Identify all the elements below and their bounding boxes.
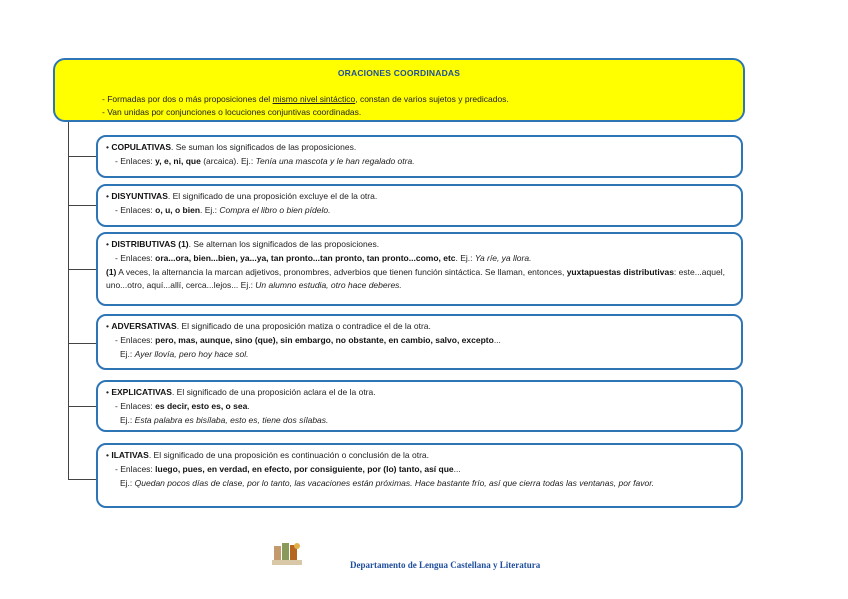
adversativas-desc: . El significado de una proposición matiza o contradice el de la otra.: [176, 321, 431, 331]
distributivas-enlaces: ora...ora, bien...bien, ya...ya, tan pronto...tan pronto, tan pronto...como, etc: [155, 253, 456, 263]
disyuntivas-enlaces-line: [115, 204, 330, 217]
header-box: [53, 58, 745, 122]
distributivas-note-example: Un alumno estudia, otro hace deberes.: [255, 280, 402, 290]
branch-ilativas: [68, 479, 96, 480]
copulativas-name: COPULATIVAS: [111, 142, 172, 152]
ilativas-title-line: [106, 449, 429, 462]
page-title: ORACIONES COORDINADAS: [337, 68, 461, 78]
disyuntivas-desc: . El significado de una proposición excluye el de la otra.: [167, 191, 378, 201]
disyuntivas-example: Compra el libro o bien pídelo.: [219, 205, 331, 215]
section-ilativas: [96, 443, 743, 508]
ilativas-example: Quedan pocos días de clase, por lo tanto, las vacaciones están próximas. Hace bastante frío, así que cierra todas las ventanas, por favor.: [134, 478, 655, 488]
header-line-1-pre: - Formadas por dos o más proposiciones del: [102, 94, 273, 104]
distributivas-bullet: •: [106, 239, 112, 249]
ilativas-enlaces: luego, pues, en verdad, en efecto, por consiguiente, por (lo) tanto, así que: [155, 464, 454, 474]
explicativas-title-line: [106, 386, 376, 399]
disyuntivas-enlaces-label: - Enlaces:: [115, 205, 156, 215]
header-line-1-post: , constan de varios sujetos y predicados.: [355, 94, 509, 104]
branch-disyuntivas: [68, 205, 96, 206]
section-disyuntivas: [96, 184, 743, 227]
explicativas-ej-label: Ej.:: [120, 415, 135, 425]
copulativas-example: Tenía una mascota y le han regalado otra.: [255, 156, 415, 166]
copulativas-enlaces-line: [115, 155, 415, 168]
distributivas-note-number: (1): [106, 267, 117, 277]
branch-adversativas: [68, 343, 96, 344]
adversativas-bullet: •: [106, 321, 112, 331]
adversativas-enlaces-line: [115, 334, 501, 347]
copulativas-bullet: •: [106, 142, 112, 152]
adversativas-ej-label: Ej.:: [120, 349, 135, 359]
distributivas-enlaces-post: . Ej.:: [455, 253, 475, 263]
ilativas-example-line: [106, 477, 734, 490]
copulativas-title-line: [106, 141, 356, 154]
explicativas-enlaces-label: - Enlaces:: [115, 401, 156, 411]
distributivas-enlaces-label: - Enlaces:: [115, 253, 156, 263]
distributivas-note-text: A veces, la alternancia la marcan adjetivos, pronombres, adverbios que tienen función sintáctica. Se llaman, entonces,: [116, 267, 567, 277]
explicativas-name: EXPLICATIVAS: [111, 387, 172, 397]
distributivas-note-term: yuxtapuestas distributivas: [566, 267, 674, 277]
disyuntivas-bullet: •: [106, 191, 112, 201]
adversativas-enlaces-label: - Enlaces:: [115, 335, 156, 345]
disyuntivas-title-line: [106, 190, 377, 203]
adversativas-example: Ayer llovía, pero hoy hace sol.: [134, 349, 249, 359]
distributivas-note-list: : este...aquel, uno...otro, aquí...allí, cerca...lejos... Ej.:: [106, 267, 725, 290]
section-distributivas: [96, 232, 743, 306]
ilativas-desc: . El significado de una proposición es continuación o conclusión de la otra.: [148, 450, 430, 460]
tree-trunk-line: [68, 122, 69, 480]
ilativas-ej-label: Ej.:: [120, 478, 135, 488]
branch-explicativas: [68, 406, 96, 407]
copulativas-enlaces-label: - Enlaces:: [115, 156, 156, 166]
adversativas-example-line: [120, 348, 248, 361]
header-line-1-underlined: mismo nivel sintáctico: [272, 94, 356, 104]
branch-copulativas: [68, 156, 96, 157]
distributivas-example: Ya ríe, ya llora.: [474, 253, 532, 263]
explicativas-enlaces-line: [115, 400, 250, 413]
distributivas-note: [106, 266, 734, 292]
distributivas-enlaces-line: [115, 252, 531, 265]
ilativas-enlaces-post: ...: [453, 464, 461, 474]
copulativas-desc: . Se suman los significados de las proposiciones.: [171, 142, 357, 152]
explicativas-enlaces: es decir, esto es, o sea: [155, 401, 248, 411]
adversativas-title-line: [106, 320, 431, 333]
ilativas-name: ILATIVAS: [111, 450, 149, 460]
branch-distributivas: [68, 269, 96, 270]
adversativas-enlaces-post: ...: [493, 335, 501, 345]
books-logo-icon: [270, 540, 304, 568]
disyuntivas-enlaces: o, u, o bien: [155, 205, 201, 215]
disyuntivas-enlaces-post: . Ej.:: [200, 205, 220, 215]
adversativas-name: ADVERSATIVAS: [111, 321, 177, 331]
ilativas-enlaces-line: [115, 463, 461, 476]
explicativas-example: Esta palabra es bisílaba, esto es, tiene dos sílabas.: [134, 415, 329, 425]
copulativas-enlaces-post: (arcaica). Ej.:: [200, 156, 256, 166]
ilativas-enlaces-label: - Enlaces:: [115, 464, 156, 474]
header-line-1: [102, 94, 509, 104]
explicativas-example-line: [120, 414, 328, 427]
distributivas-name: DISTRIBUTIVAS (1): [111, 239, 189, 249]
explicativas-bullet: •: [106, 387, 112, 397]
header-line-2: - Van unidas por conjunciones o locuciones conjuntivas coordinadas.: [102, 107, 362, 117]
disyuntivas-name: DISYUNTIVAS: [111, 191, 168, 201]
adversativas-enlaces: pero, mas, aunque, sino (que), sin embargo, no obstante, en cambio, salvo, excepto: [155, 335, 494, 345]
copulativas-enlaces: y, e, ni, que: [155, 156, 201, 166]
distributivas-title-line: [106, 238, 379, 251]
section-adversativas: [96, 314, 743, 370]
explicativas-enlaces-post: .: [247, 401, 250, 411]
section-copulativas: [96, 135, 743, 178]
ilativas-bullet: •: [106, 450, 112, 460]
distributivas-desc: . Se alternan los significados de las proposiciones.: [188, 239, 380, 249]
explicativas-desc: . El significado de una proposición aclara el de la otra.: [171, 387, 376, 397]
section-explicativas: [96, 380, 743, 432]
department-name: Departamento de Lengua Castellana y Literatura: [350, 560, 541, 570]
